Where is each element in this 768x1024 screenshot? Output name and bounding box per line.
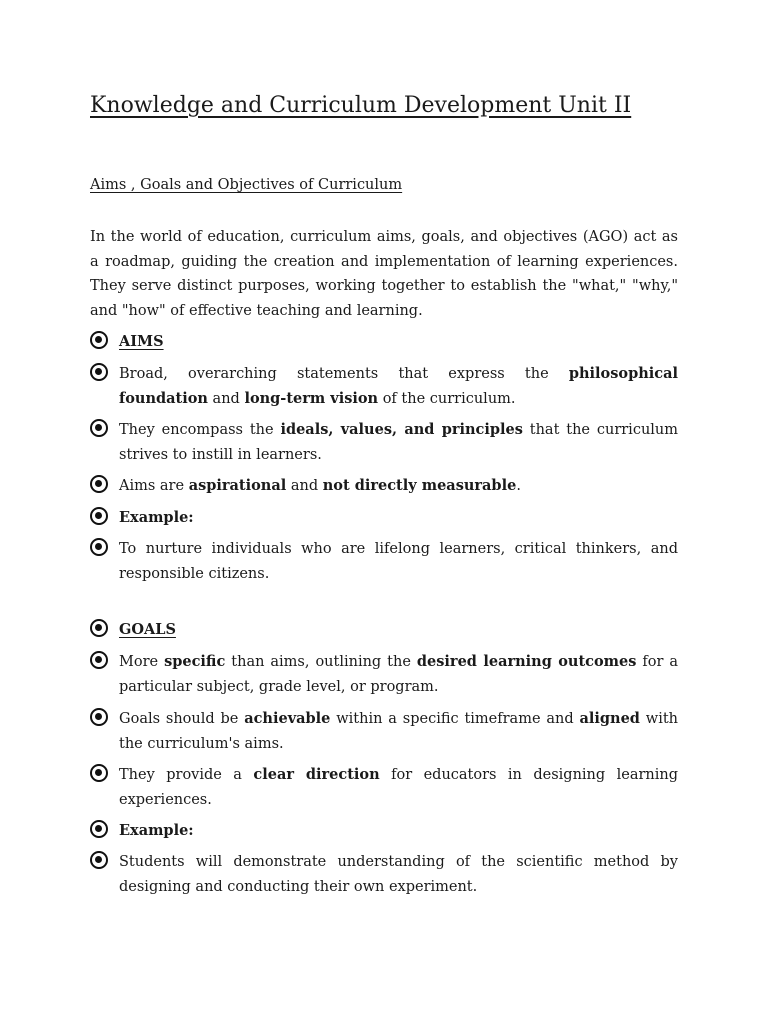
goals-heading: GOALS bbox=[119, 621, 176, 638]
goals-item-text bbox=[119, 707, 678, 756]
text-run: within a specific timeframe and bbox=[330, 711, 580, 727]
bold-text-run: specific bbox=[164, 653, 226, 670]
circle-bullet-icon bbox=[90, 820, 108, 838]
goals-item-text bbox=[119, 763, 678, 812]
section-subtitle: Aims , Goals and Objectives of Curriculum bbox=[90, 177, 403, 193]
text-run: They provide a bbox=[119, 767, 254, 783]
bold-text-run: desired learning outcomes bbox=[416, 653, 637, 670]
bold-text-run: Example: bbox=[119, 509, 194, 526]
circle-bullet-icon bbox=[90, 851, 108, 869]
bold-text-run: not directly measurable bbox=[322, 477, 517, 494]
bold-text-run: achievable bbox=[244, 710, 331, 727]
text-run: that the curriculum strives to instill in learners. bbox=[119, 422, 679, 463]
bold-text-run: philosophical foundation bbox=[119, 365, 678, 407]
circle-bullet-icon bbox=[90, 538, 108, 556]
text-run: and bbox=[207, 390, 245, 407]
bold-text-run: clear direction bbox=[253, 766, 380, 783]
aims-item-text bbox=[119, 474, 678, 499]
text-run: They encompass the bbox=[119, 422, 281, 438]
bold-text-run: aspirational bbox=[188, 477, 287, 494]
goals-example-label bbox=[119, 819, 678, 844]
circle-bullet-icon bbox=[90, 764, 108, 782]
circle-bullet-icon bbox=[90, 507, 108, 525]
aims-item-text bbox=[119, 418, 678, 467]
text-run: of the curriculum. bbox=[378, 390, 516, 407]
text-run: and bbox=[286, 478, 323, 494]
bold-text-run: ideals, values, and principles bbox=[280, 421, 523, 438]
circle-bullet-icon bbox=[90, 363, 108, 381]
text-run: Goals should be bbox=[119, 711, 245, 727]
bold-text-run: aligned bbox=[579, 710, 640, 727]
intro-paragraph: In the world of education, curriculum aims, goals, and objectives (AGO) act as a roadmap, guiding the creation and implementation of learning experiences. They serve distinct purposes, working together to establish the "what," "why," and "how" of effective teaching and learning. bbox=[90, 229, 678, 319]
goals-item-text bbox=[119, 650, 678, 699]
aims-heading: AIMS bbox=[119, 333, 164, 350]
circle-bullet-icon bbox=[90, 708, 108, 726]
aims-item-text bbox=[119, 362, 678, 411]
text-run: with the curriculum's aims. bbox=[119, 711, 679, 752]
text-run: than aims, outlining the bbox=[225, 654, 417, 670]
text-run: . bbox=[516, 478, 521, 494]
aims-example-text bbox=[119, 537, 678, 586]
circle-bullet-icon bbox=[90, 475, 108, 493]
text-run: Aims are bbox=[119, 478, 189, 494]
circle-bullet-icon bbox=[90, 651, 108, 669]
aims-example-label bbox=[119, 506, 678, 531]
circle-bullet-icon bbox=[90, 619, 108, 637]
document-title: Knowledge and Curriculum Development Unit II bbox=[90, 93, 632, 118]
text-run: for a particular subject, grade level, or program. bbox=[119, 654, 678, 695]
goals-example-text bbox=[119, 850, 678, 899]
text-run: Students will demonstrate understanding of the scientific method by designing and conducting their own experiment. bbox=[119, 854, 678, 895]
bold-text-run: long-term vision bbox=[244, 389, 379, 407]
bold-text-run: Example: bbox=[119, 822, 194, 839]
text-run: Broad, overarching statements that express the bbox=[119, 366, 569, 382]
text-run: for educators in designing learning experiences. bbox=[119, 767, 678, 808]
circle-bullet-icon bbox=[90, 331, 108, 349]
text-run: More bbox=[119, 654, 165, 670]
circle-bullet-icon bbox=[90, 419, 108, 437]
text-run: To nurture individuals who are lifelong learners, critical thinkers, and responsible citizens. bbox=[119, 541, 678, 582]
